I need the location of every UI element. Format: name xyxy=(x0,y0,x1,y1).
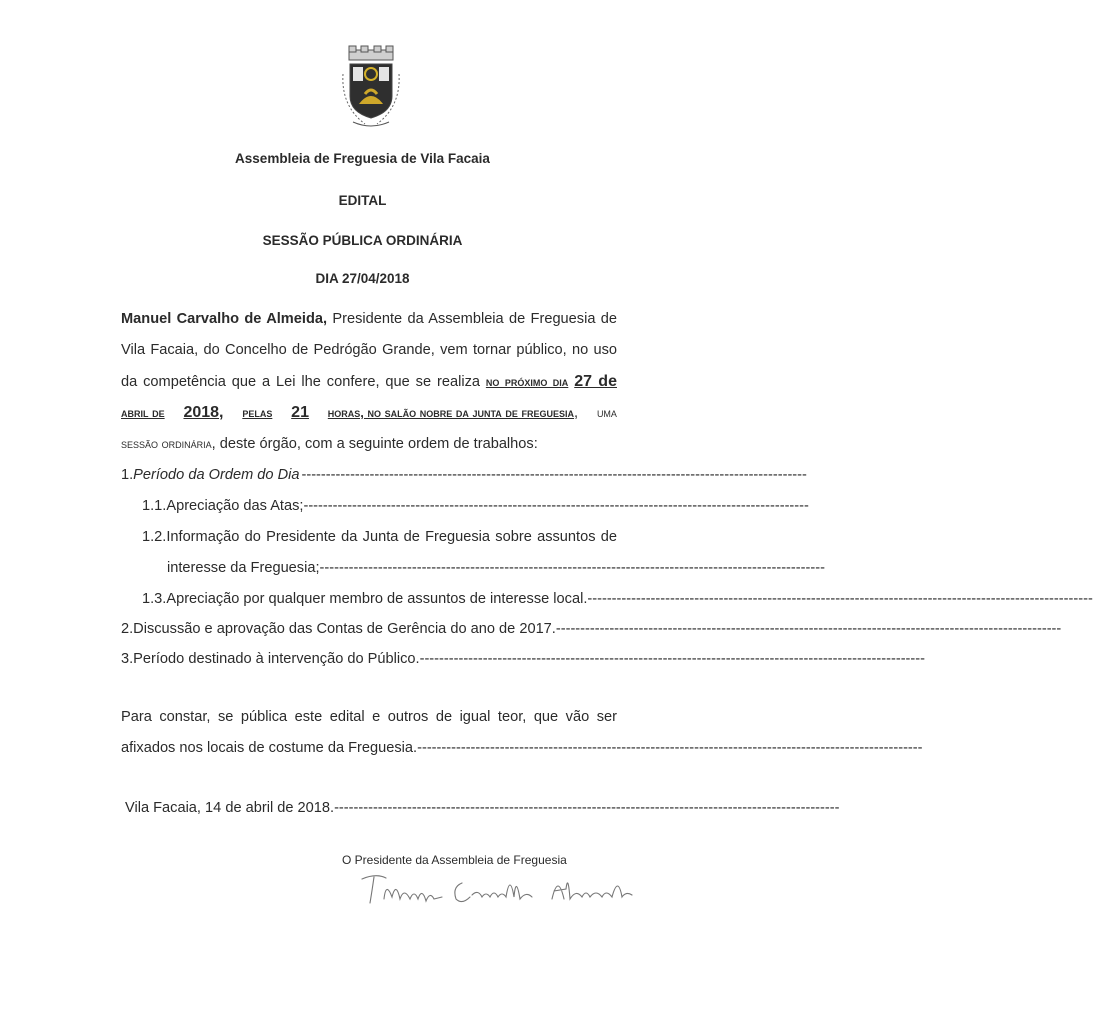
body-line-2: Vila Facaia, do Concelho de Pedrógão Grande, vem tornar público, no uso xyxy=(121,342,617,358)
handwritten-signature xyxy=(356,869,646,909)
agenda-number: 1. xyxy=(121,467,134,483)
president-name: Manuel Carvalho de Almeida, xyxy=(121,311,328,327)
highlight-date: 27 de xyxy=(574,373,617,390)
agenda-text: Período da Ordem do Dia xyxy=(133,467,300,483)
highlight-text: pelas xyxy=(242,405,273,420)
dash-leader: -------------------------------------------------------------------------------------------------------- xyxy=(319,560,825,576)
signature-role: O Presidente da Assembleia de Freguesia xyxy=(342,853,567,867)
dash-leader: -------------------------------------------------------------------------------------------------------- xyxy=(555,621,1062,637)
body-line-3 xyxy=(121,373,617,391)
dash-leader: -------------------------------------------------------------------------------------------------------- xyxy=(303,498,809,514)
coat-of-arms-icon xyxy=(335,44,407,134)
agenda-text: Discussão e aprovação das Contas de Gerência do ano de 2017. xyxy=(133,621,556,637)
place-date: Vila Facaia, 14 de abril de 2018. xyxy=(125,800,335,816)
agenda-text: Informação do Presidente da Junta de Freguesia sobre assuntos de xyxy=(166,529,617,545)
body-text: Presidente da Assembleia de Freguesia de xyxy=(332,311,618,327)
agenda-item-1-3 xyxy=(142,591,1093,607)
agenda-item-3 xyxy=(121,651,926,667)
agenda-text: Apreciação por qualquer membro de assuntos de interesse local. xyxy=(166,591,588,607)
dash-leader: -------------------------------------------------------------------------------------------------------- xyxy=(334,800,840,816)
agenda-number: 1.1. xyxy=(142,498,167,514)
agenda-number: 1.3. xyxy=(142,591,167,607)
closing-text: afixados nos locais de costume da Freguesia. xyxy=(121,740,418,756)
highlight-text: no próximo dia xyxy=(485,374,569,389)
closing-line-1: Para constar, se pública este edital e outros de igual teor, que vão ser xyxy=(121,709,617,725)
body-line-5 xyxy=(121,436,617,452)
body-text: uma xyxy=(596,405,617,420)
highlight-venue: horas, no salão nobre da junta de freguesia xyxy=(327,405,575,420)
closing-line-2 xyxy=(121,740,923,756)
document-type: EDITAL xyxy=(338,193,387,208)
agenda-item-1 xyxy=(121,467,807,483)
agenda-item-2 xyxy=(121,621,1062,637)
body-line-4 xyxy=(121,404,617,422)
session-title: SESSÃO PÚBLICA ORDINÁRIA xyxy=(262,233,463,248)
agenda-number: 3. xyxy=(121,651,134,667)
dash-leader: -------------------------------------------------------------------------------------------------------- xyxy=(417,740,923,756)
highlight-text: abril de xyxy=(121,405,165,420)
highlight-hour: 21 xyxy=(291,404,309,421)
agenda-item-1-2 xyxy=(142,529,617,545)
assembly-name: Assembleia de Freguesia de Vila Facaia xyxy=(235,151,490,166)
body-line-1 xyxy=(121,311,617,327)
agenda-item-1-1 xyxy=(142,498,809,514)
agenda-text: Apreciação das Atas; xyxy=(166,498,304,514)
comma: , xyxy=(574,405,579,421)
body-text: , deste órgão, com a seguinte ordem de trabalhos: xyxy=(211,436,538,452)
agenda-number: 1.2. xyxy=(142,529,167,545)
body-text: da competência que a Lei lhe confere, que se realiza xyxy=(121,374,480,390)
dash-leader: -------------------------------------------------------------------------------------------------------- xyxy=(587,591,1093,607)
dash-leader: -------------------------------------------------------------------------------------------------------- xyxy=(301,467,807,483)
place-date-line xyxy=(125,800,840,816)
body-text: sessão ordinária xyxy=(121,436,212,451)
dash-leader: -------------------------------------------------------------------------------------------------------- xyxy=(419,651,926,667)
session-date: DIA 27/04/2018 xyxy=(315,271,410,286)
highlight-year: 2018, xyxy=(183,404,224,421)
agenda-text: interesse da Freguesia; xyxy=(167,560,320,576)
agenda-number: 2. xyxy=(121,621,134,637)
agenda-text: Período destinado à intervenção do Público. xyxy=(133,651,420,667)
agenda-item-1-2-cont xyxy=(167,560,825,576)
